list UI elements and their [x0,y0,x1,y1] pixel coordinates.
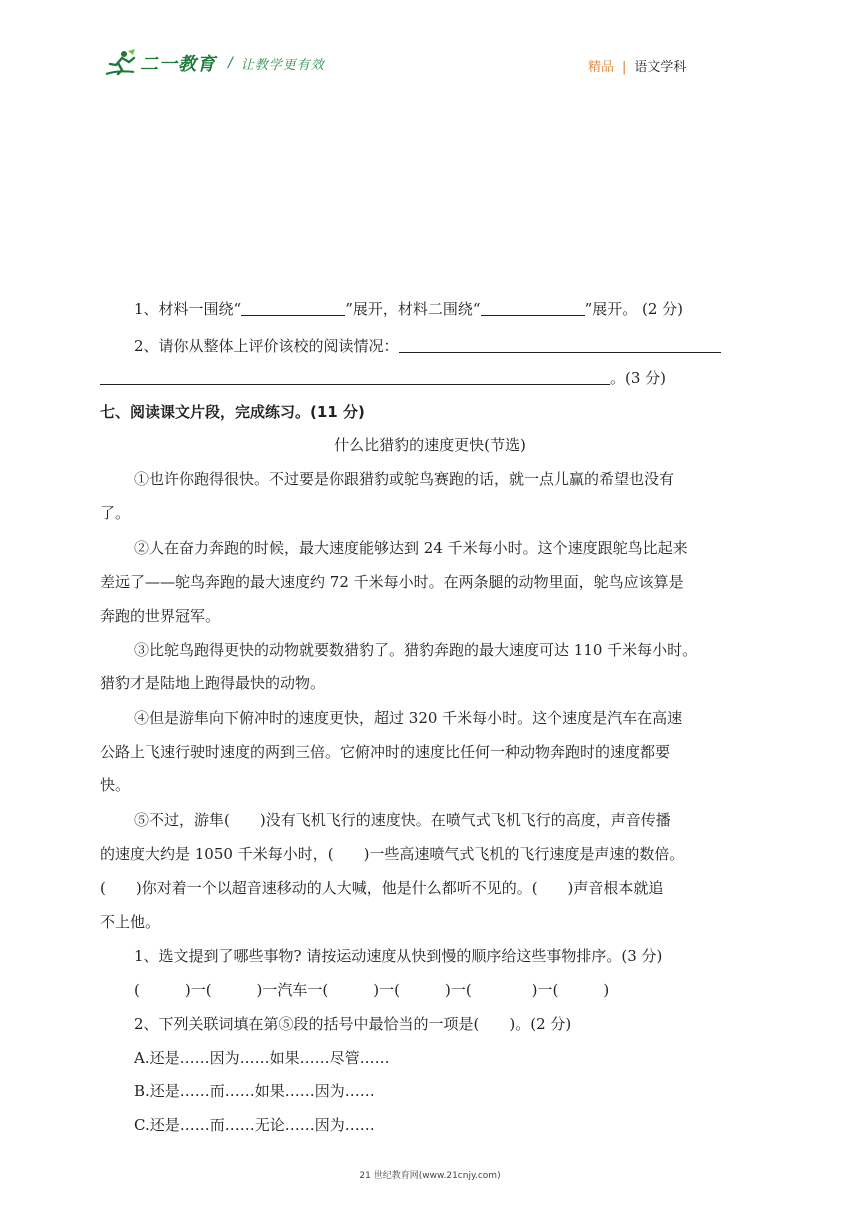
subject-label: 语文学科 [634,60,687,75]
paragraph-2-line-1: ②人在奋力奔跑的时候，最大速度能够达到 24 千米每小时。这个速度跟鸵鸟比起来 [134,539,688,557]
q1-blank-2[interactable] [481,299,585,316]
paragraph-4-line-3: 快。 [100,776,131,794]
option-b[interactable]: B.还是……而……如果……因为…… [134,1082,375,1100]
q2-blank-1[interactable] [399,336,721,353]
logo-text: 二一教育 [140,54,216,75]
paragraph-3-line-1: ③比鸵鸟跑得更快的动物就要数猎豹了。猎豹奔跑的最大速度可达 110 千米每小时。 [134,641,698,659]
q1-text-c: ”展开。 (2 分) [584,300,684,318]
page-header [0,0,860,90]
subquestion-1-order-blanks[interactable]: ( )一( )一汽车一( )一( )一( )一( ) [134,981,610,999]
subquestion-1: 1、选文提到了哪些事物? 请按运动速度从快到慢的顺序给这些事物排序。(3 分) [134,947,663,965]
header-separator: | [622,60,627,75]
page-footer: 21 世纪教育网(www.21cnjy.com) [359,1171,501,1181]
question-2-material [134,336,721,356]
runner-logo-icon [104,48,138,78]
q2-text-a: 2、请你从整体上评价该校的阅读情况： [134,337,399,355]
quality-tag: 精品 [588,60,615,75]
paragraph-1-line-2: 了。 [100,504,131,522]
q1-text-a: 1、材料一围绕“ [134,300,242,318]
paragraph-4-line-2: 公路上飞速行驶时速度的两到三倍。它俯冲时的速度比任何一种动物奔跑时的速度都要 [100,743,671,761]
q1-text-b: ”展开，材料二围绕“ [345,300,481,318]
slogan: 让教学更有效 [240,57,325,73]
question-1-material [134,299,683,319]
paragraph-2-line-2: 差远了——鸵鸟奔跑的最大速度约 72 千米每小时。在两条腿的动物里面，鸵鸟应该算是 [100,573,684,591]
paragraph-5-line-1: ⑤不过，游隼( )没有飞机飞行的速度快。在喷气式飞机飞行的高度，声音传播 [134,811,671,829]
header-subject-tag [588,56,686,75]
section-7-title: 七、阅读课文片段，完成练习。(11 分) [100,403,365,421]
paragraph-2-line-3: 奔跑的世界冠军。 [100,607,221,625]
paragraph-1-line-1: ①也许你跑得很快。不过要是你跟猎豹或鸵鸟赛跑的话，就一点儿赢的希望也没有 [134,470,675,488]
question-2-material-cont [100,368,666,388]
option-a[interactable]: A.还是……因为……如果……尽管…… [134,1049,390,1067]
brand-logo [104,48,325,78]
q2-blank-2[interactable] [100,368,610,385]
paragraph-5-line-4: 不上他。 [100,913,161,931]
passage-title: 什么比猎豹的速度更快(节选) [334,436,526,454]
paragraph-5-line-3: ( )你对着一个以超音速移动的人大喊，他是什么都听不见的。( )声音根本就追 [100,879,664,897]
subquestion-2: 2、下列关联词填在第⑤段的括号中最恰当的一项是( )。(2 分) [134,1015,572,1033]
paragraph-3-line-2: 猎豹才是陆地上跑得最快的动物。 [100,674,326,692]
option-c[interactable]: C.还是……而……无论……因为…… [134,1116,375,1134]
paragraph-4-line-1: ④但是游隼向下俯冲时的速度更快，超过 320 千米每小时。这个速度是汽车在高速 [134,709,683,727]
slogan-separator: / [228,55,233,71]
q1-blank-1[interactable] [241,299,345,316]
q2-text-b: 。(3 分) [610,369,667,387]
paragraph-5-line-2: 的速度大约是 1050 千米每小时，( )一些高速喷气式飞机的飞行速度是声速的数倍。 [100,845,685,863]
